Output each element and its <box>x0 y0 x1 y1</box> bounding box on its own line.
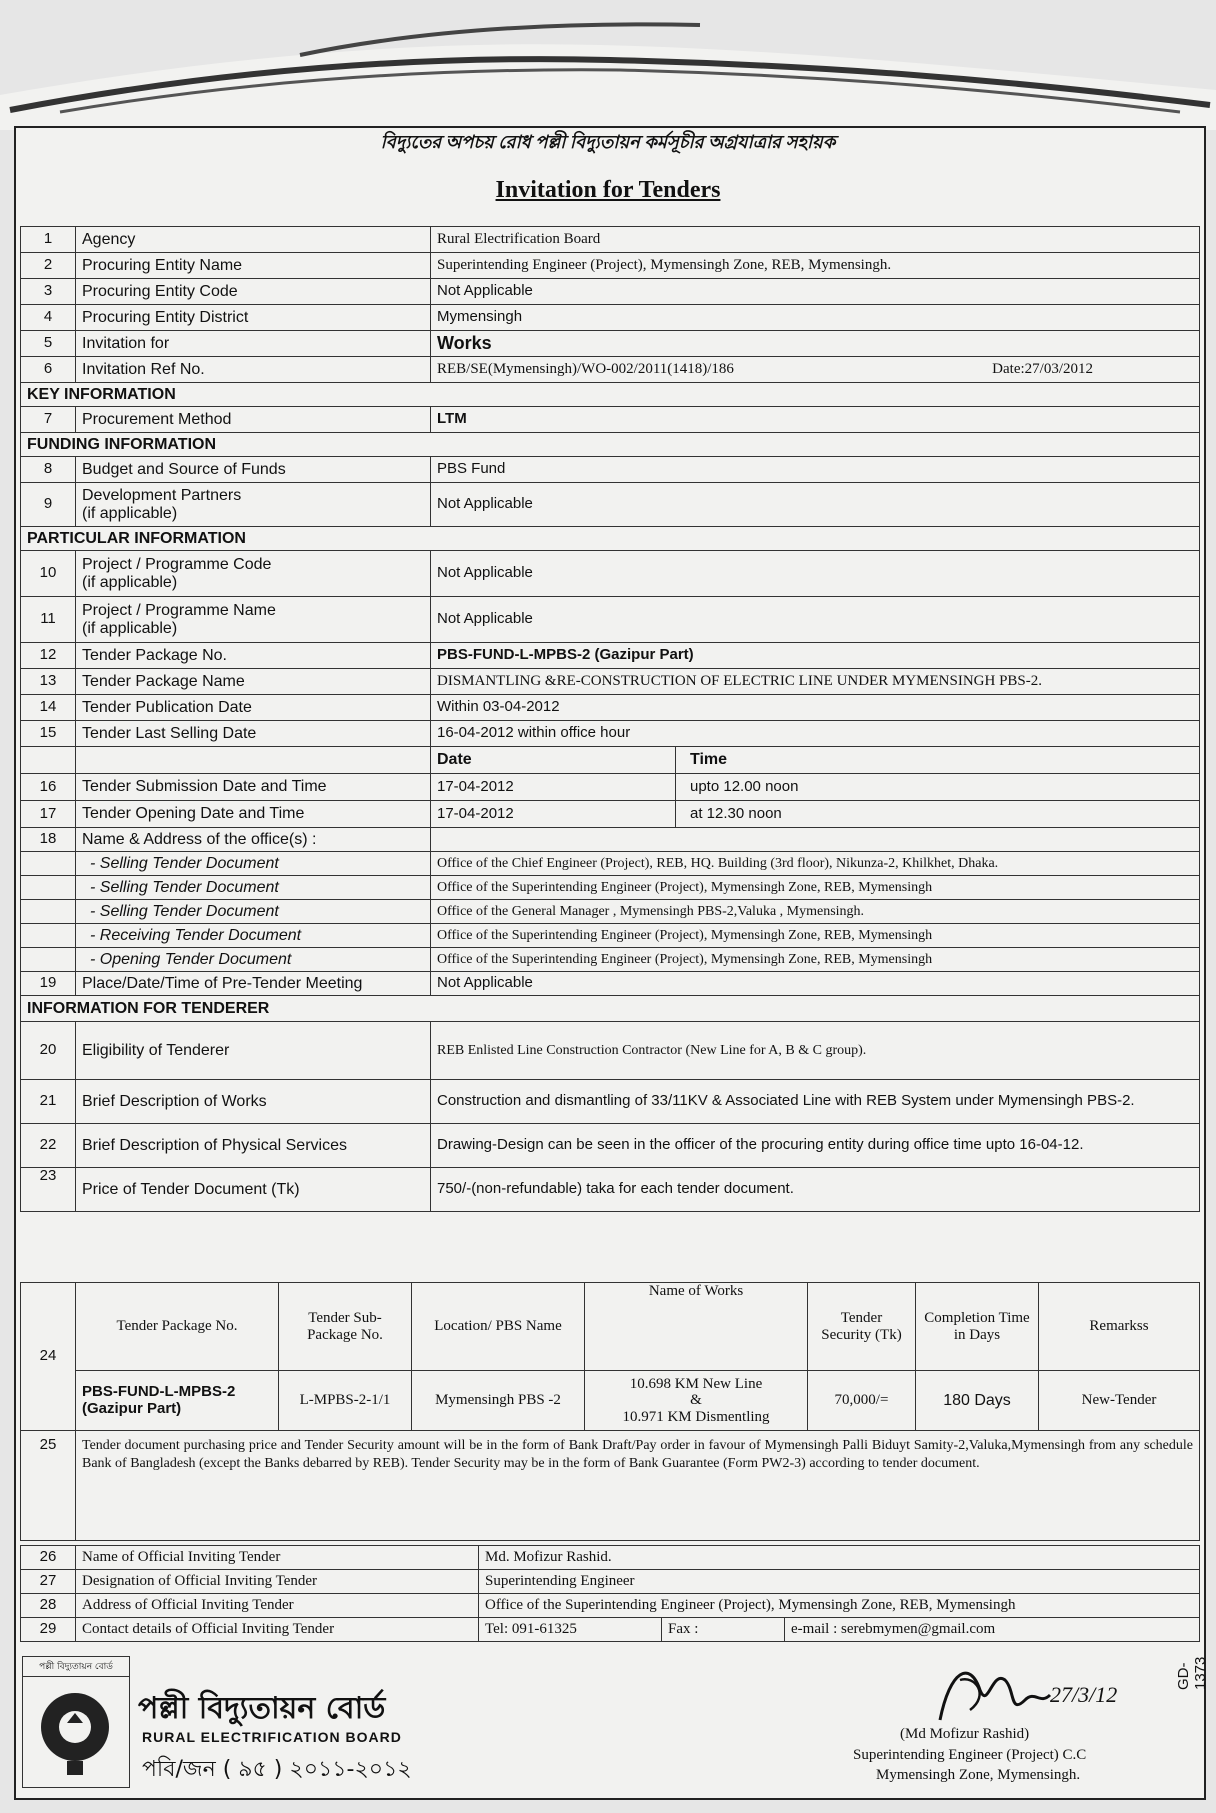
name-of-works <box>585 1371 808 1431</box>
row-label: - Selling Tender Document <box>76 876 431 900</box>
section-key-information: KEY INFORMATION <box>21 383 1200 407</box>
signatory-name: (Md Mofizur Rashid) <box>900 1726 1030 1742</box>
row-label: Brief Description of Physical Services <box>76 1124 431 1168</box>
row-number: 12 <box>21 643 76 669</box>
row-number: 22 <box>21 1124 76 1168</box>
table-row <box>21 924 1200 948</box>
row-label: Procuring Entity District <box>76 305 431 331</box>
table-row <box>21 279 1200 305</box>
submission-time: upto 12.00 noon <box>690 777 799 795</box>
slogan: বিদ্যুতের অপচয় রোধ পল্লী বিদ্যুতায়ন কর্মসূচীর অগ্রযাত্রার সহায়ক <box>380 132 836 152</box>
table-row <box>21 1431 1200 1541</box>
row-value: Md. Mofizur Rashid. <box>479 1546 1200 1570</box>
row-value: Not Applicable <box>431 483 1200 527</box>
row-value: Construction and dismantling of 33/11KV & Associated Line with REB System under Mymensingh PBS-2. <box>431 1080 1200 1124</box>
row-label: Place/Date/Time of Pre-Tender Meeting <box>76 972 431 996</box>
table-row <box>21 551 1200 597</box>
row-label: Tender Opening Date and Time <box>76 801 431 828</box>
row-label: Tender Package Name <box>76 669 431 695</box>
table-row <box>21 669 1200 695</box>
table-row <box>21 948 1200 972</box>
table-row <box>21 900 1200 924</box>
table-row <box>21 357 1200 383</box>
works-line: 10.698 KM New Line <box>629 1375 763 1392</box>
row-label: - Opening Tender Document <box>76 948 431 972</box>
table-row <box>21 305 1200 331</box>
table-row <box>21 227 1200 253</box>
row-label: Tender Last Selling Date <box>76 721 431 747</box>
row-value: Office of the Superintending Engineer (Project), Mymensingh Zone, REB, Mymensingh <box>431 948 1200 972</box>
row-number: 2 <box>21 253 76 279</box>
row-number: 25 <box>21 1431 76 1541</box>
row-number: 21 <box>21 1080 76 1124</box>
header-completion-time: Completion Time in Days <box>916 1283 1039 1371</box>
row-label: - Selling Tender Document <box>76 900 431 924</box>
row-label: Invitation Ref No. <box>76 357 431 383</box>
header-location: Location/ PBS Name <box>412 1283 585 1371</box>
table-row <box>21 721 1200 747</box>
row-number: 16 <box>21 774 76 801</box>
submission-date: 17-04-2012 <box>431 774 676 800</box>
row-label: Address of Official Inviting Tender <box>76 1594 479 1618</box>
row-value <box>431 747 1200 774</box>
row-label: Tender Publication Date <box>76 695 431 721</box>
row-label: Designation of Official Inviting Tender <box>76 1570 479 1594</box>
row-label: Brief Description of Works <box>76 1080 431 1124</box>
section-funding-information: FUNDING INFORMATION <box>21 433 1200 457</box>
row-label: Name of Official Inviting Tender <box>76 1546 479 1570</box>
opening-time: at 12.30 noon <box>690 804 782 822</box>
table-row <box>21 597 1200 643</box>
row-label: Procuring Entity Name <box>76 253 431 279</box>
row-label <box>76 483 431 527</box>
row-number: 4 <box>21 305 76 331</box>
table-row <box>21 1022 1200 1080</box>
row-value: Drawing-Design can be seen in the officer of the procuring entity during office time upto 16-04-12. <box>431 1124 1200 1168</box>
page-title: Invitation for Tenders <box>495 177 721 203</box>
table-row <box>21 1570 1200 1594</box>
works-line: & <box>690 1392 702 1409</box>
table-row <box>21 1080 1200 1124</box>
row-label: Contact details of Official Inviting Tender <box>76 1618 479 1642</box>
section-row <box>21 383 1200 407</box>
row-label: Agency <box>76 227 431 253</box>
table-row <box>21 483 1200 527</box>
row-number <box>21 900 76 924</box>
row-value: Mymensingh <box>431 305 1200 331</box>
package-row <box>21 1371 1200 1431</box>
tender-security: 70,000/= <box>808 1371 916 1431</box>
table-row <box>21 695 1200 721</box>
row-value <box>431 828 1200 852</box>
row-number: 15 <box>21 721 76 747</box>
section-row <box>21 527 1200 551</box>
org-name-english: RURAL ELECTRIFICATION BOARD <box>142 1729 402 1745</box>
row-value: 750/-(non-refundable) taka for each tender document. <box>431 1168 1200 1212</box>
label-note: (if applicable) <box>82 573 178 591</box>
row-label <box>76 747 431 774</box>
signatory-designation: Superintending Engineer (Project) C.C <box>853 1747 1087 1763</box>
label-line: Project / Programme Name <box>82 601 276 619</box>
row-value: REB Enlisted Line Construction Contractor (New Line for A, B & C group). <box>431 1022 1200 1080</box>
row-value: Works <box>431 331 1200 357</box>
table-row <box>21 1124 1200 1168</box>
row-value: Superintending Engineer <box>479 1570 1200 1594</box>
row-number: 18 <box>21 828 76 852</box>
row-label: - Receiving Tender Document <box>76 924 431 948</box>
row-value: Office of the Chief Engineer (Project), REB, HQ. Building (3rd floor), Nikunza-2, Khilkhet, Dhaka. <box>431 852 1200 876</box>
package-table <box>20 1282 1200 1541</box>
row-number: 19 <box>21 972 76 996</box>
table-row <box>21 1168 1200 1212</box>
row-number: 28 <box>21 1594 76 1618</box>
row-number: 23 <box>21 1168 76 1212</box>
row-value <box>431 774 1200 801</box>
row-value: Office of the Superintending Engineer (Project), Mymensingh Zone, REB, Mymensingh <box>479 1594 1200 1618</box>
opening-date: 17-04-2012 <box>431 801 676 827</box>
section-row <box>21 996 1200 1022</box>
row-number <box>21 876 76 900</box>
row-value: Office of the Superintending Engineer (Project), Mymensingh Zone, REB, Mymensingh <box>431 924 1200 948</box>
row-number <box>21 852 76 876</box>
ref-number: REB/SE(Mymensingh)/WO-002/2011(1418)/186 <box>437 361 734 378</box>
reb-logo <box>22 1656 130 1788</box>
row-number: 9 <box>21 483 76 527</box>
label-line: Development Partners <box>82 486 242 504</box>
row-value: Office of the Superintending Engineer (Project), Mymensingh Zone, REB, Mymensingh <box>431 876 1200 900</box>
gd-number: GD-1373 <box>1175 1656 1209 1690</box>
table-row <box>21 972 1200 996</box>
package-no: PBS-FUND-L-MPBS-2 (Gazipur Part) <box>76 1371 279 1431</box>
table-row <box>21 1618 1200 1642</box>
table-row <box>21 643 1200 669</box>
row-value: Office of the General Manager , Mymensingh PBS-2,Valuka , Mymensingh. <box>431 900 1200 924</box>
row-label: Name & Address of the office(s) : <box>76 828 431 852</box>
row-value: 16-04-2012 within office hour <box>431 721 1200 747</box>
contact-tel: Tel: 091-61325 <box>479 1618 662 1642</box>
header-name-of-works: Name of Works <box>585 1283 808 1371</box>
table-row <box>21 747 1200 774</box>
row-label: Procurement Method <box>76 407 431 433</box>
row-value: PBS Fund <box>431 457 1200 483</box>
row-value <box>431 801 1200 828</box>
row-number: 1 <box>21 227 76 253</box>
row-value: PBS-FUND-L-MPBS-2 (Gazipur Part) <box>431 643 1200 669</box>
date-header: Date <box>431 747 676 773</box>
table-row <box>21 331 1200 357</box>
memo-reference: পবি/জন ( ৯৫ ) ২০১১-২০১২ <box>142 1757 412 1782</box>
row-number: 8 <box>21 457 76 483</box>
row-value: LTM <box>431 407 1200 433</box>
row-value: DISMANTLING &RE-CONSTRUCTION OF ELECTRIC LINE UNDER MYMENSINGH PBS-2. <box>431 669 1200 695</box>
label-note: (if applicable) <box>82 619 178 637</box>
row-number: 6 <box>21 357 76 383</box>
row-number <box>21 747 76 774</box>
remarks: New-Tender <box>1039 1371 1200 1431</box>
table-row <box>21 253 1200 279</box>
table-row <box>21 1546 1200 1570</box>
row-number: 24 <box>21 1283 76 1431</box>
signatory-zone: Mymensingh Zone, Mymensingh. <box>876 1767 1081 1783</box>
completion-time: 180 Days <box>916 1371 1039 1431</box>
row-number: 17 <box>21 801 76 828</box>
row-number <box>21 948 76 972</box>
table-row <box>21 876 1200 900</box>
table-row <box>21 407 1200 433</box>
row-value: Not Applicable <box>431 279 1200 305</box>
row-value: Not Applicable <box>431 597 1200 643</box>
row-label: - Selling Tender Document <box>76 852 431 876</box>
row-number: 5 <box>21 331 76 357</box>
label-line: Project / Programme Code <box>82 555 272 573</box>
row-value: Not Applicable <box>431 972 1200 996</box>
row-number <box>21 924 76 948</box>
contact-fax: Fax : <box>662 1618 785 1642</box>
row-number: 27 <box>21 1570 76 1594</box>
row-number: 10 <box>21 551 76 597</box>
payment-terms: Tender document purchasing price and Tender Security amount will be in the form of Bank Draft/Pay order in favour of Mymensingh Palli Biduyt Samity-2,Valuka,Mymensingh from any schedule Bank of Bangladesh (except the Banks debarred by REB). Tender Security may be in the form of Bank Guarantee (Form PW2-3) according to tender document. <box>76 1431 1200 1541</box>
logo-caption: পল্লী বিদ্যুতায়ন বোর্ড <box>23 1657 129 1677</box>
row-label: Price of Tender Document (Tk) <box>76 1168 431 1212</box>
row-number: 7 <box>21 407 76 433</box>
row-label: Budget and Source of Funds <box>76 457 431 483</box>
row-value <box>431 357 1200 383</box>
header-remarks: Remarkss <box>1039 1283 1200 1371</box>
header-tender-security: Tender Security (Tk) <box>808 1283 916 1371</box>
row-number: 14 <box>21 695 76 721</box>
sub-package-no: L-MPBS-2-1/1 <box>279 1371 412 1431</box>
row-value: Superintending Engineer (Project), Mymensingh Zone, REB, Mymensingh. <box>431 253 1200 279</box>
table-row <box>21 774 1200 801</box>
row-value: Not Applicable <box>431 551 1200 597</box>
row-label <box>76 597 431 643</box>
row-label: Invitation for <box>76 331 431 357</box>
row-label <box>76 551 431 597</box>
tender-info-table <box>20 226 1200 1212</box>
table-row <box>21 801 1200 828</box>
location: Mymensingh PBS -2 <box>412 1371 585 1431</box>
row-value: Rural Electrification Board <box>431 227 1200 253</box>
section-particular-information: PARTICULAR INFORMATION <box>21 527 1200 551</box>
table-row <box>21 852 1200 876</box>
torn-paper-edge <box>0 0 1216 130</box>
time-header: Time <box>690 751 728 769</box>
row-number: 26 <box>21 1546 76 1570</box>
label-note: (if applicable) <box>82 504 178 522</box>
row-label: Tender Package No. <box>76 643 431 669</box>
row-value: Within 03-04-2012 <box>431 695 1200 721</box>
table-row <box>21 457 1200 483</box>
ref-date: Date:27/03/2012 <box>992 361 1093 378</box>
header-sub-package: Tender Sub-Package No. <box>279 1283 412 1371</box>
table-row <box>21 1594 1200 1618</box>
section-information-for-tenderer: INFORMATION FOR TENDERER <box>21 996 1200 1022</box>
contact-email: e-mail : serebmymen@gmail.com <box>785 1618 1200 1642</box>
works-line: 10.971 KM Dismentling <box>622 1408 770 1425</box>
header-package-no: Tender Package No. <box>76 1283 279 1371</box>
official-table <box>20 1545 1200 1642</box>
row-number: 29 <box>21 1618 76 1642</box>
row-number: 20 <box>21 1022 76 1080</box>
row-number: 11 <box>21 597 76 643</box>
package-header-row <box>21 1283 1200 1371</box>
row-number: 3 <box>21 279 76 305</box>
org-name-bengali: পল্লী বিদ্যুতায়ন বোর্ড <box>138 1691 386 1726</box>
table-row <box>21 828 1200 852</box>
row-label: Procuring Entity Code <box>76 279 431 305</box>
light-bulb-icon <box>23 1677 127 1787</box>
signature-date: 27/3/12 <box>1050 1682 1118 1707</box>
section-row <box>21 433 1200 457</box>
row-number: 13 <box>21 669 76 695</box>
row-label: Eligibility of Tenderer <box>76 1022 431 1080</box>
row-label: Tender Submission Date and Time <box>76 774 431 801</box>
